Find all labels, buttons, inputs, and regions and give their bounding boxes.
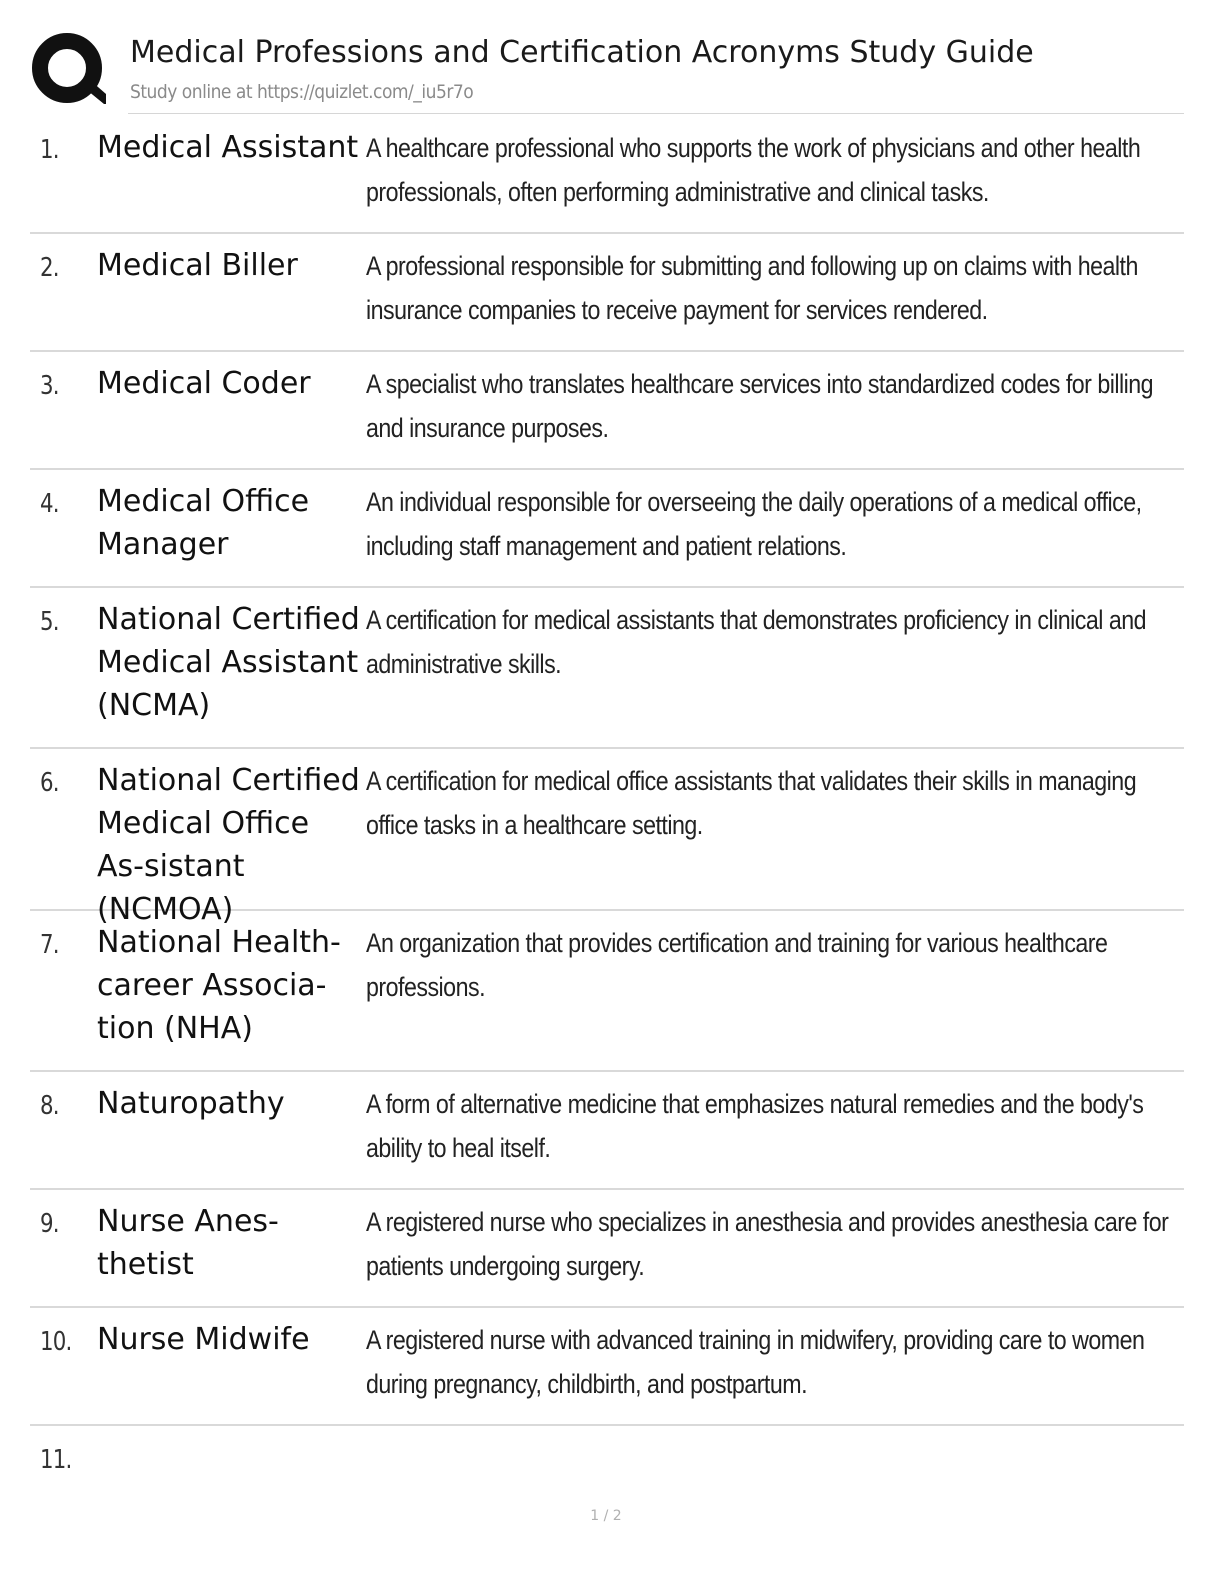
- term-name: National Certified Medical Assistant (NCMA): [97, 602, 360, 723]
- term-name: Nurse Anes-thetist: [97, 1204, 279, 1282]
- term-number: 8.: [40, 1091, 59, 1121]
- term-row: [30, 1190, 1184, 1308]
- term-definition: A registered nurse who specializes in anesthesia and provides anesthesia care for patients undergoing surgery.: [366, 1207, 1169, 1281]
- term-row: [30, 911, 1184, 1072]
- term-name: Medical Coder: [97, 366, 311, 401]
- term-number: 5.: [40, 607, 59, 637]
- page-number: 1 / 2: [590, 1508, 622, 1524]
- header-divider: [128, 113, 1184, 114]
- term-definition: A specialist who translates healthcare services into standardized codes for billing and insurance purposes.: [366, 369, 1154, 443]
- term-row: [30, 116, 1184, 234]
- term-number: 3.: [40, 371, 59, 401]
- term-definition: A healthcare professional who supports the work of physicians and other health professionals, often performing administrative and clinical tasks.: [366, 133, 1141, 207]
- term-number: 4.: [40, 489, 59, 519]
- term-row: [30, 1072, 1184, 1190]
- term-row: [30, 1308, 1184, 1426]
- term-definition: A form of alternative medicine that emphasizes natural remedies and the body's ability to heal itself.: [366, 1089, 1144, 1163]
- term-name: Medical Biller: [97, 248, 298, 283]
- term-row: [30, 588, 1184, 749]
- term-definition: A certification for medical assistants that demonstrates proficiency in clinical and administrative skills.: [366, 605, 1147, 679]
- term-definition: An individual responsible for overseeing the daily operations of a medical office, including staff management and patient relations.: [366, 487, 1142, 561]
- term-name: National Certified Medical Office As-sistant (NCMOA): [97, 763, 360, 927]
- term-number: 9.: [40, 1209, 59, 1239]
- term-name: Naturopathy: [97, 1086, 285, 1121]
- term-number: 1.: [40, 135, 59, 165]
- term-name: Medical Office Manager: [97, 484, 310, 562]
- term-definition: An organization that provides certification and training for various healthcare professions.: [366, 928, 1108, 1002]
- term-row: [30, 352, 1184, 470]
- term-row: [30, 234, 1184, 352]
- quizlet-logo-icon: [30, 28, 110, 108]
- term-name: National Health-career Associa-tion (NHA): [97, 925, 341, 1046]
- term-row: [30, 749, 1184, 927]
- term-name: Medical Assistant: [97, 130, 359, 165]
- term-number: 11.: [40, 1445, 72, 1475]
- term-row: [30, 1426, 1184, 1496]
- study-online-link[interactable]: Study online at https://quizlet.com/_iu5r7o: [130, 81, 474, 103]
- term-definition: A registered nurse with advanced training in midwifery, providing care to women during pregnancy, childbirth, and postpartum.: [366, 1325, 1145, 1399]
- term-name: Nurse Midwife: [97, 1322, 310, 1357]
- term-row: [30, 470, 1184, 588]
- term-number: 2.: [40, 253, 59, 283]
- terms-list: [30, 116, 1184, 1496]
- page-title: Medical Professions and Certification Acronyms Study Guide: [130, 35, 1034, 70]
- term-definition: A certification for medical office assistants that validates their skills in managing office tasks in a healthcare setting.: [366, 766, 1137, 840]
- term-number: 10.: [40, 1327, 72, 1357]
- term-number: 6.: [40, 768, 59, 798]
- term-number: 7.: [40, 930, 59, 960]
- term-definition: A professional responsible for submitting and following up on claims with health insurance companies to receive payment for services rendered.: [366, 251, 1138, 325]
